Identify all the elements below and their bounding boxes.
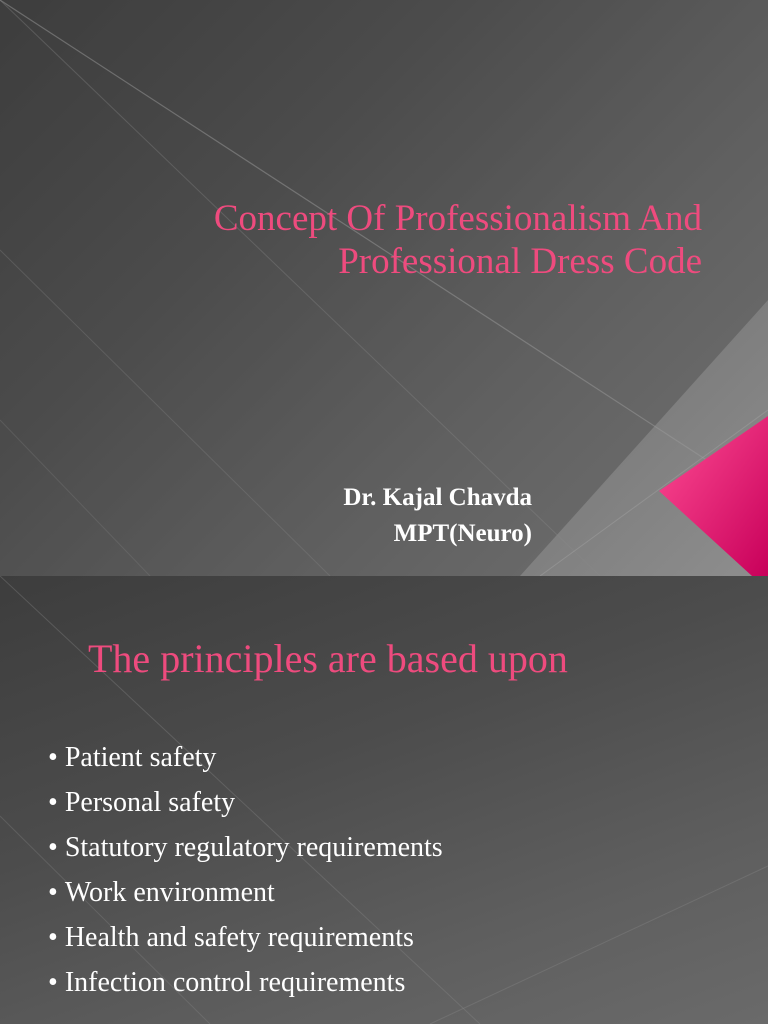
bullet-dot-icon: • bbox=[48, 967, 58, 998]
bullet-item: • Infection control requirements bbox=[48, 967, 406, 998]
bullet-item: • Health and safety requirements bbox=[48, 922, 414, 953]
author-block bbox=[343, 480, 532, 552]
author-name: Dr. Kajal Chavda bbox=[343, 484, 532, 511]
slide-title: The principles are based upon bbox=[88, 636, 568, 681]
bullet-item: • Patient safety bbox=[48, 742, 217, 773]
slide-title bbox=[62, 198, 702, 283]
title-line-2: Professional Dress Code bbox=[338, 240, 702, 282]
bullet-dot-icon: • bbox=[48, 742, 58, 773]
bullet-item: • Work environment bbox=[48, 877, 275, 908]
title-line-1: Concept Of Professionalism And bbox=[213, 198, 702, 239]
bullet-dot-icon: • bbox=[48, 832, 58, 863]
bullet-list bbox=[48, 740, 443, 1010]
bullet-dot-icon: • bbox=[48, 922, 58, 953]
bullet-dot-icon: • bbox=[48, 787, 58, 818]
author-degree: MPT(Neuro) bbox=[393, 520, 532, 547]
bullet-item: • Statutory regulatory requirements bbox=[48, 832, 443, 863]
bullet-item: • Personal safety bbox=[48, 787, 236, 818]
content-slide bbox=[0, 576, 768, 1024]
bullet-dot-icon: • bbox=[48, 877, 58, 908]
